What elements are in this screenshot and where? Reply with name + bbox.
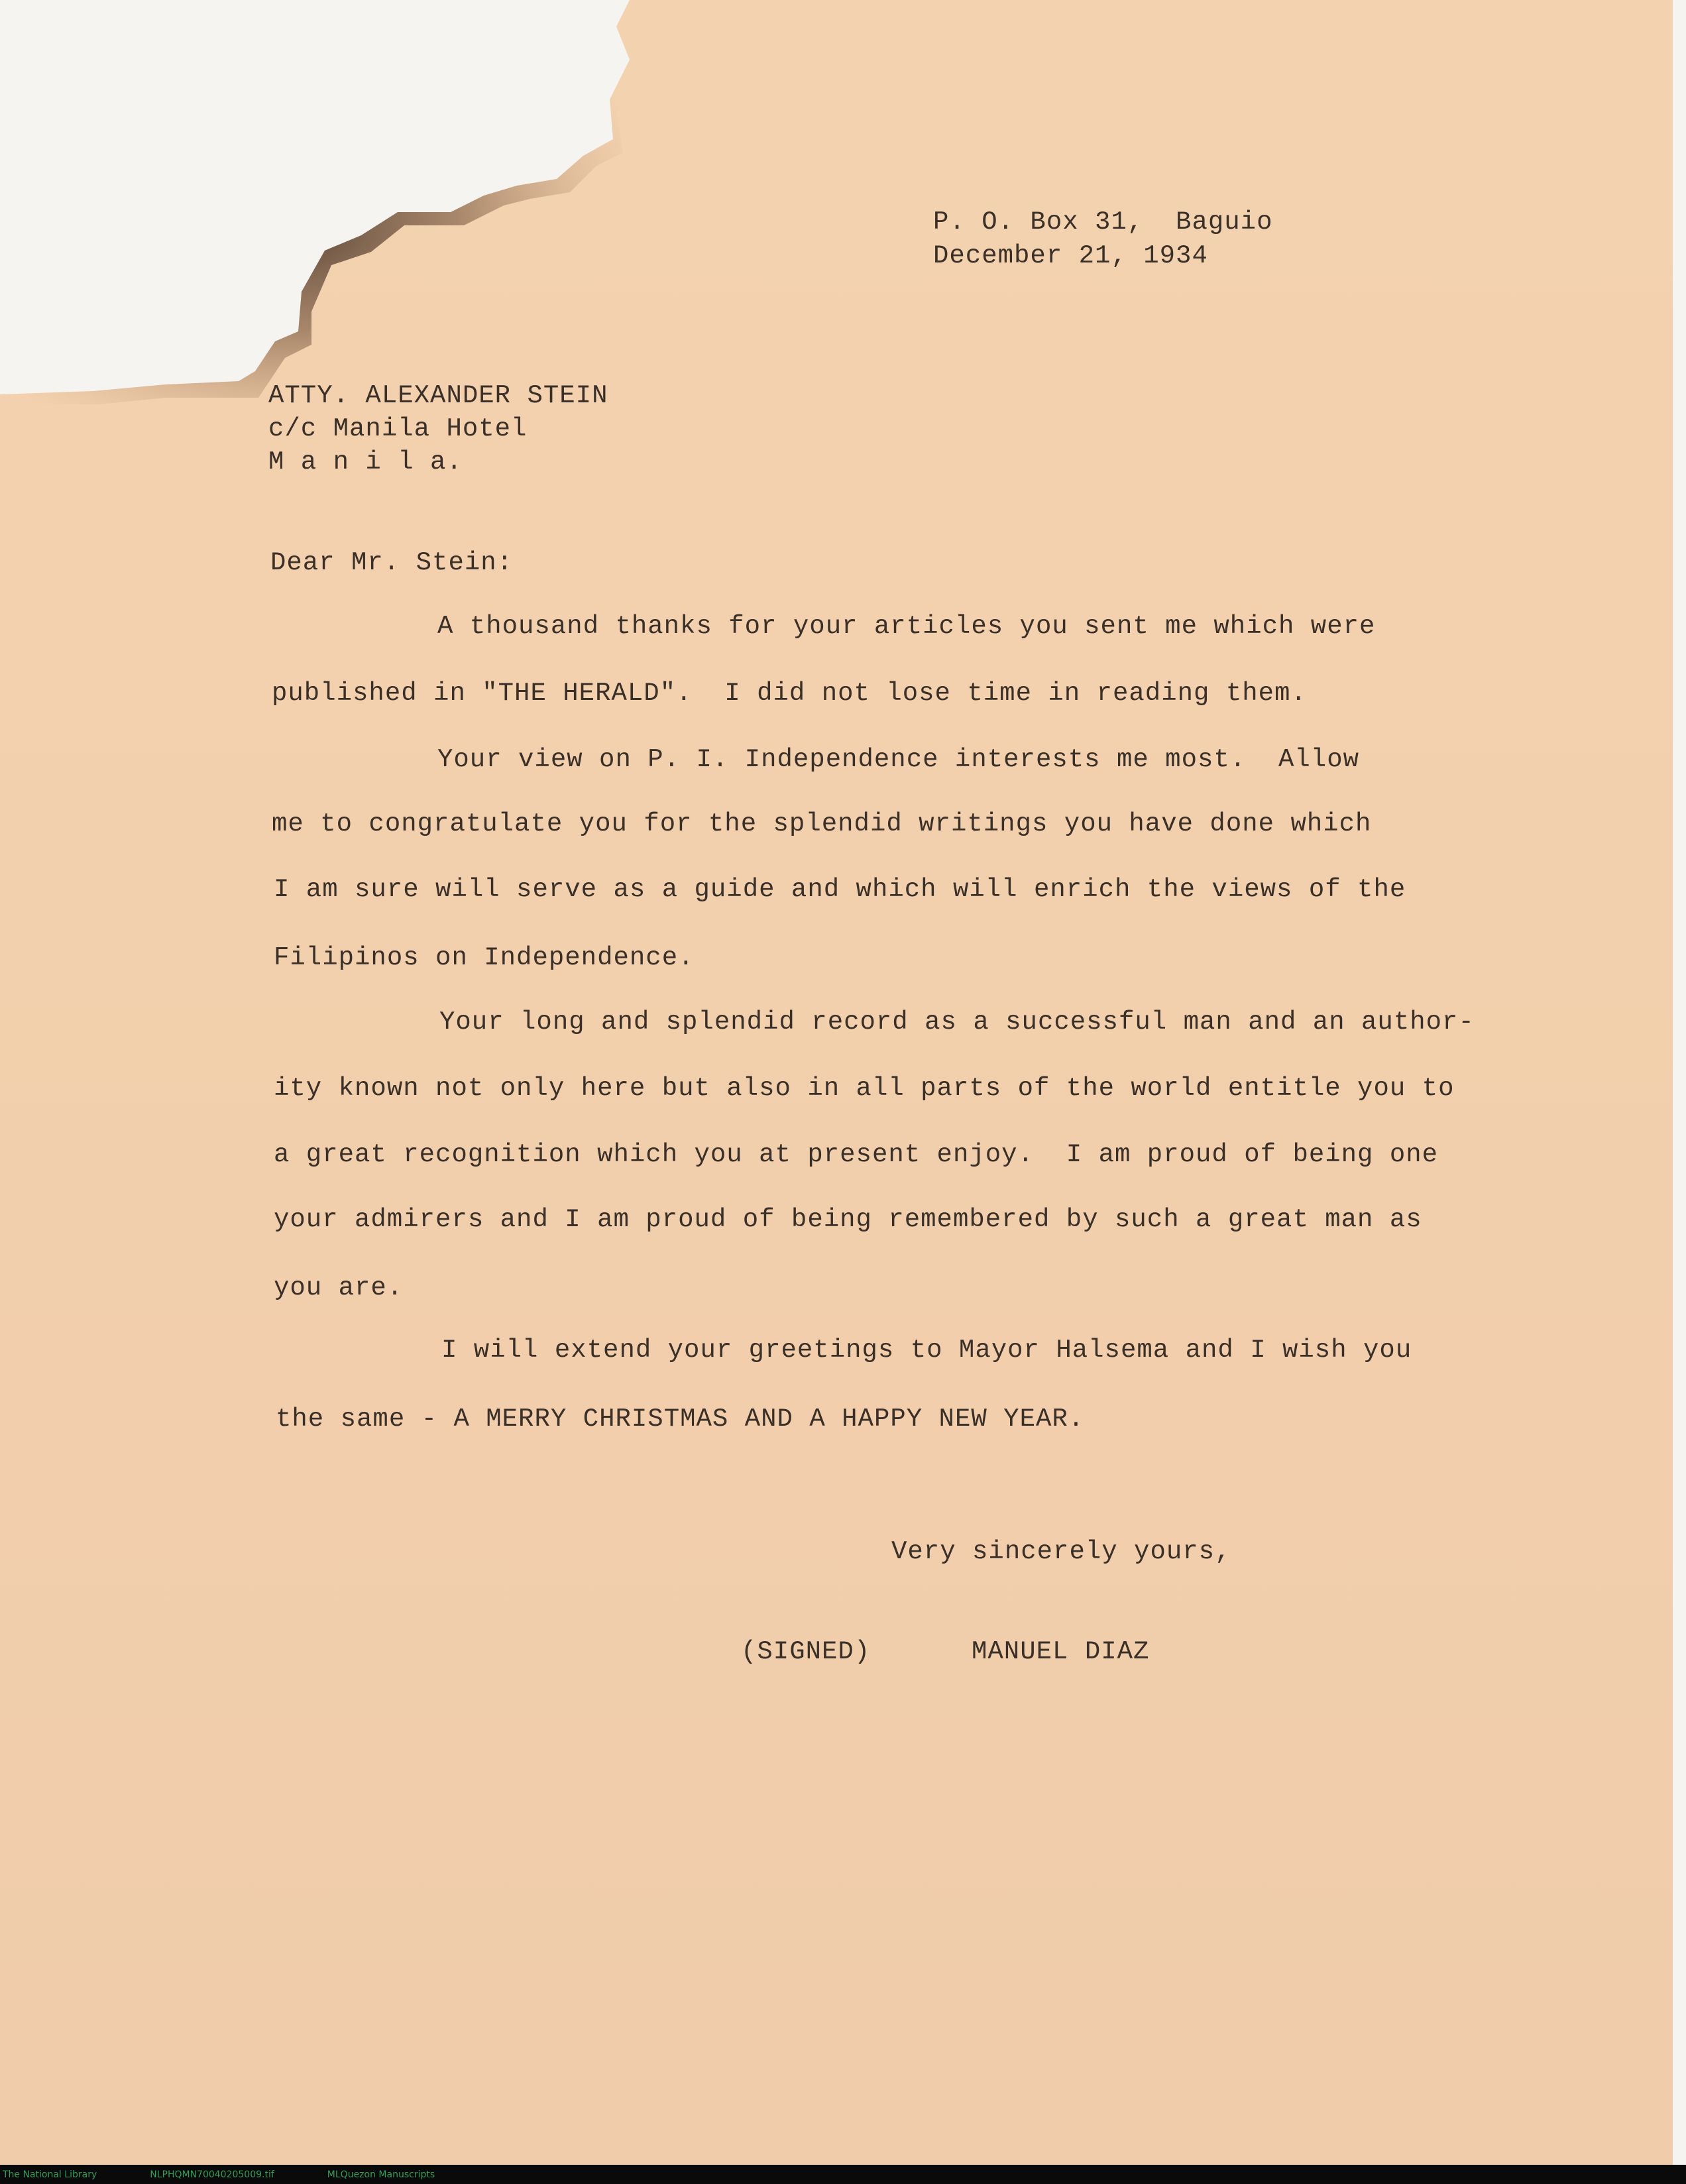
body-line: I am sure will serve as a guide and which will enrich the views of the — [274, 875, 1406, 904]
body-line: a great recognition which you at present enjoy. I am proud of being one — [274, 1140, 1439, 1169]
body-line: published in "THE HERALD". I did not lose time in reading them. — [272, 679, 1307, 708]
letter-date: December 21, 1934 — [933, 241, 1208, 270]
footer-collection: MLQuezon Manuscripts — [327, 2169, 435, 2180]
body-line: the same - A MERRY CHRISTMAS AND A HAPPY NEW YEAR. — [276, 1405, 1085, 1434]
body-line: A thousand thanks for your articles you sent me which were — [437, 612, 1376, 641]
sender-address: P. O. Box 31, Baguio — [933, 207, 1273, 237]
body-line: ity known not only here but also in all parts of the world entitle you to — [274, 1074, 1455, 1103]
footer-library: The National Library — [3, 2169, 97, 2180]
body-line: Your long and splendid record as a successful man and an author- — [439, 1007, 1475, 1037]
closing: Very sincerely yours, — [891, 1537, 1231, 1566]
signed-label: (SIGNED) — [741, 1637, 871, 1666]
body-line: Your view on P. I. Independence interests me most. Allow — [437, 745, 1360, 774]
archive-footer — [0, 2165, 1686, 2184]
body-line: me to congratulate you for the splendid writings you have done which — [272, 809, 1372, 838]
footer-file: NLPHQMN70040205009.tif — [150, 2169, 274, 2180]
body-line: you are. — [274, 1273, 404, 1302]
recipient-name: ATTY. ALEXANDER STEIN — [268, 381, 608, 410]
body-line: your admirers and I am proud of being remembered by such a great man as — [274, 1205, 1422, 1234]
salutation: Dear Mr. Stein: — [270, 548, 514, 577]
recipient-address: c/c Manila Hotel — [268, 414, 528, 443]
body-line: Filipinos on Independence. — [274, 943, 695, 972]
recipient-city: M a n i l a. — [268, 447, 463, 477]
signer-name: MANUEL DIAZ — [972, 1637, 1150, 1666]
body-line: I will extend your greetings to Mayor Halsema and I wish you — [441, 1336, 1412, 1365]
